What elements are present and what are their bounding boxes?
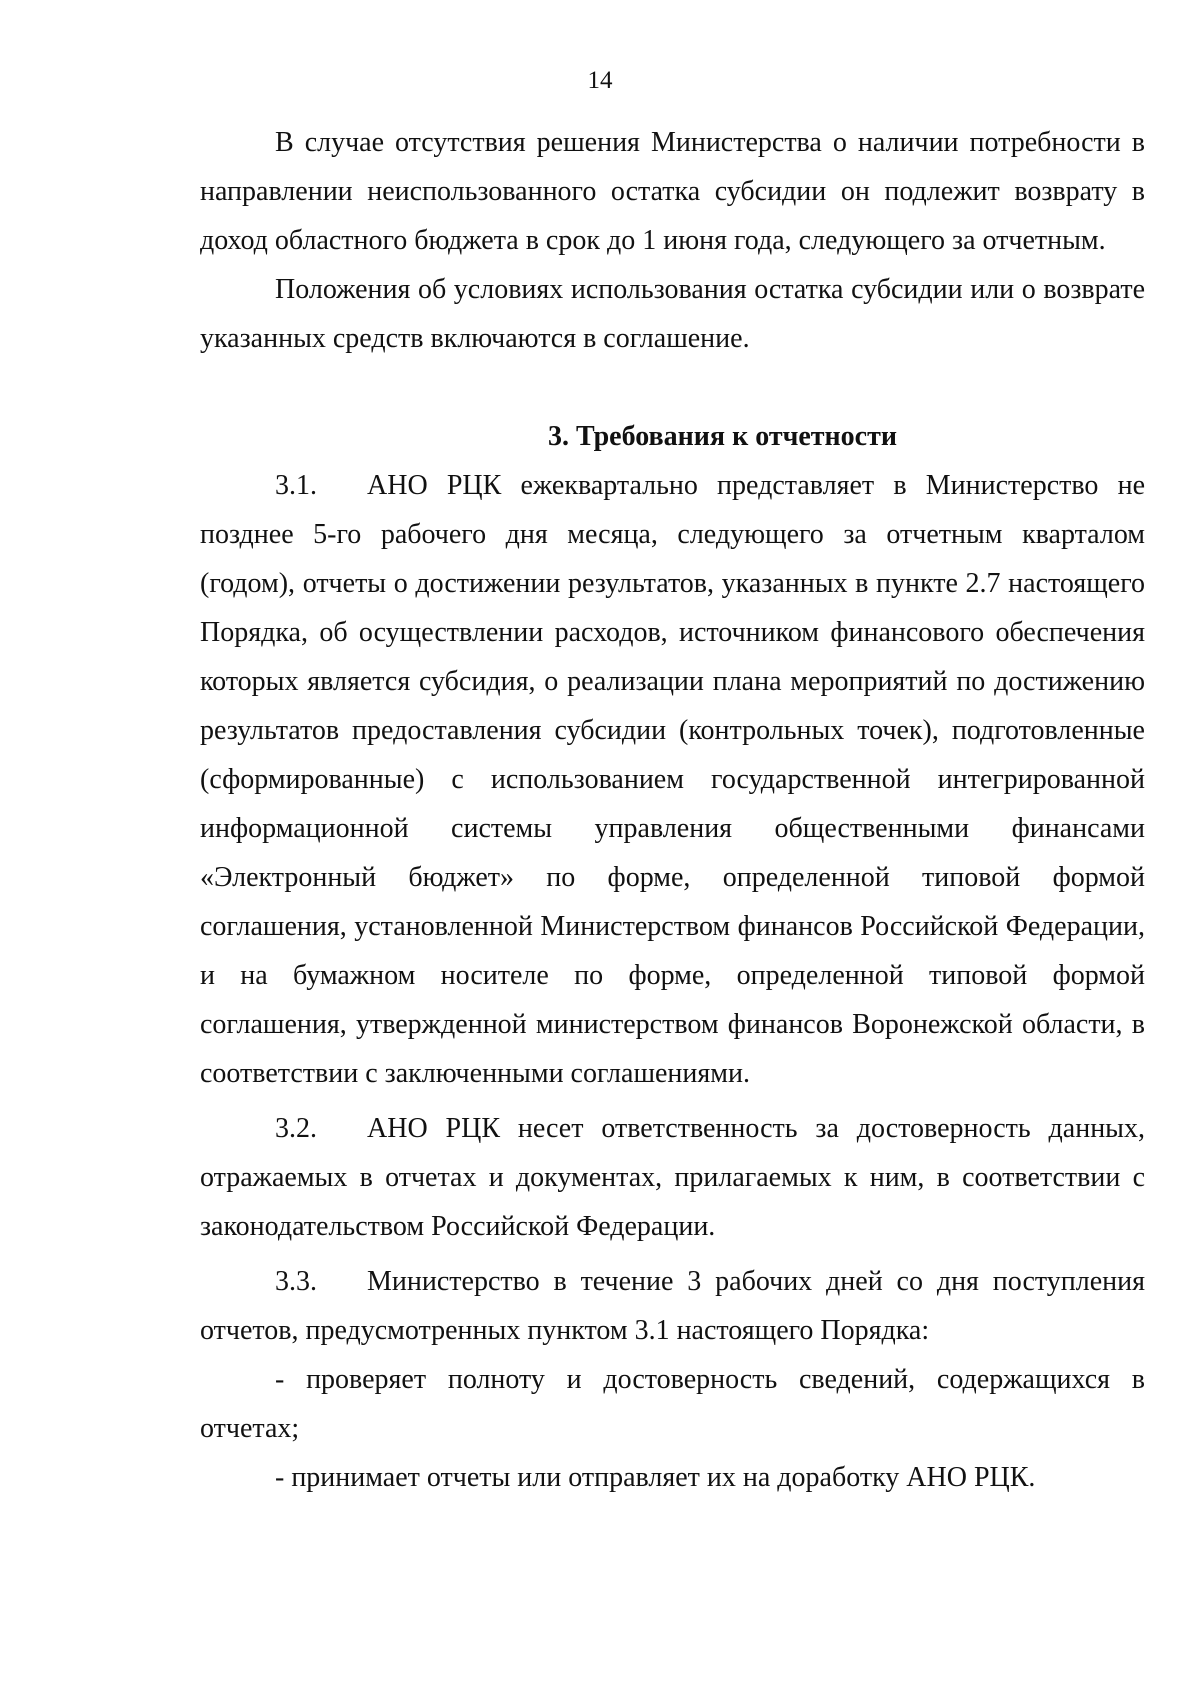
- paragraph-unused-balance: В случае отсутствия решения Министерства о наличии потребности в направлении неиспользованного остатка субсидии он подлежит возврату в доход областного бюджета в срок до 1 июня года, следующего за отчетным.: [200, 127, 1145, 256]
- clause-text: Министерство в течение 3 рабочих дней со дня поступления отчетов, предусмотренных пунктом 3.1 настоящего Порядка:: [200, 1266, 1145, 1346]
- clause-3-2: [200, 1104, 1145, 1251]
- paragraph-balance-provisions: Положения об условиях использования остатка субсидии или о возврате указанных средств включаются в соглашение.: [200, 274, 1145, 354]
- clause-3-1: [200, 461, 1145, 1098]
- clause-number: 3.2.: [275, 1113, 317, 1144]
- clause-text: АНО РЦК несет ответственность за достоверность данных, отражаемых в отчетах и документах, прилагаемых к ним, в соответствии с законодательством Российской Федерации.: [200, 1113, 1145, 1242]
- clause-number: 3.1.: [275, 470, 317, 501]
- clause-3-3: [200, 1257, 1145, 1355]
- document-body: [200, 118, 1145, 1502]
- list-item: - проверяет полноту и достоверность сведений, содержащихся в отчетах;: [200, 1364, 1145, 1444]
- page-number: 14: [587, 67, 613, 94]
- list-item: - принимает отчеты или отправляет их на доработку АНО РЦК.: [275, 1462, 1036, 1493]
- clause-text: АНО РЦК ежеквартально представляет в Министерство не позднее 5-го рабочего дня месяца, следующего за отчетным кварталом (годом), отчеты о достижении результатов, указанных в пункте 2.7 настоящего Порядка, об осуществлении расходов, источником финансового обеспечения которых является субсидия, о реализации плана мероприятий по достижению результатов предоставления субсидии (контрольных точек), подготовленные (сформированные) с использованием государственной интегрированной информационной системы управления общественными финансами «Электронный бюджет» по форме, определенной типовой формой соглашения, установленной Министерством финансов Российской Федерации, и на бумажном носителе по форме, определенной типовой формой соглашения, утвержденной министерством финансов Воронежской области, в соответствии с заключенными соглашениями.: [200, 470, 1145, 1089]
- clause-number: 3.3.: [275, 1266, 317, 1297]
- section-heading-reporting: 3. Требования к отчетности: [547, 421, 897, 452]
